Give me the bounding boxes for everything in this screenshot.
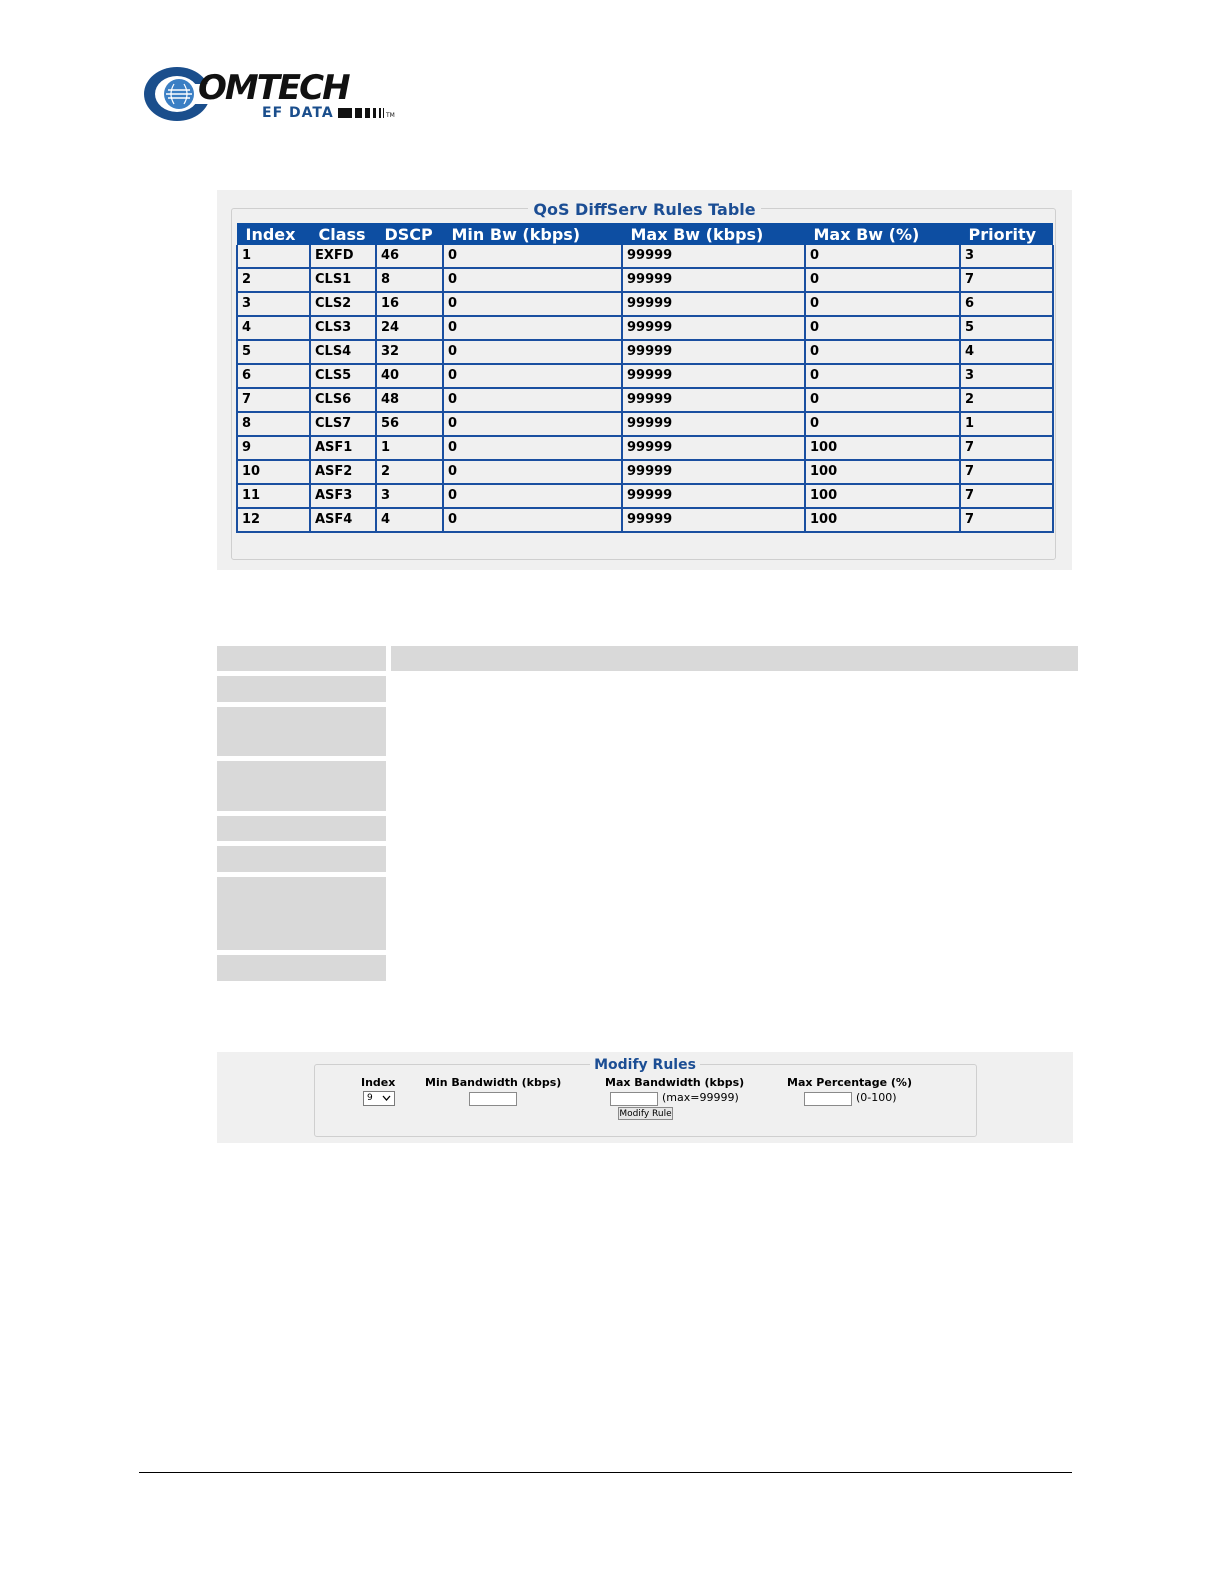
table-cell: 0 [443,340,622,364]
table-cell: 32 [376,340,443,364]
min-bandwidth-input[interactable] [469,1092,517,1106]
table-cell: 11 [237,484,310,508]
chevron-down-icon [382,1095,391,1101]
table-cell: CLS3 [310,316,376,340]
table-cell: 0 [443,508,622,532]
table-cell: 7 [960,508,1053,532]
table-row [237,484,1053,508]
table-cell: ASF3 [310,484,376,508]
table-cell: 48 [376,388,443,412]
table-cell: 8 [237,412,310,436]
index-select-value: 9 [367,1093,373,1103]
table-cell: 16 [376,292,443,316]
desc-header-right [391,646,1078,671]
table-cell: 0 [805,412,960,436]
table-cell: 0 [805,316,960,340]
qos-rules-title: QoS DiffServ Rules Table [217,200,1072,220]
table-cell: 24 [376,316,443,340]
modify-rules-panel [217,1052,1073,1143]
table-cell: 3 [960,245,1053,268]
table-cell: 1 [237,245,310,268]
table-cell: 0 [443,268,622,292]
desc-row-label [217,877,386,950]
column-header: Index [237,223,310,245]
table-cell: 8 [376,268,443,292]
footer-divider [139,1472,1072,1473]
max-percentage-label: Max Percentage (%) [787,1076,912,1089]
table-cell: 0 [805,388,960,412]
table-cell: 7 [960,484,1053,508]
table-cell: 6 [237,364,310,388]
table-cell: 0 [443,388,622,412]
table-cell: ASF4 [310,508,376,532]
table-cell: 6 [960,292,1053,316]
max-bandwidth-label: Max Bandwidth (kbps) [605,1076,745,1089]
table-row [237,340,1053,364]
table-cell: 4 [376,508,443,532]
table-cell: 99999 [622,508,805,532]
column-header: Class [310,223,376,245]
qos-rules-panel [217,190,1072,570]
table-cell: 10 [237,460,310,484]
table-cell: 0 [443,460,622,484]
table-cell: 99999 [622,268,805,292]
table-cell: 100 [805,508,960,532]
table-cell: 0 [443,292,622,316]
max-bandwidth-input[interactable] [610,1092,658,1106]
desc-row-label [217,846,386,872]
table-cell: 0 [443,484,622,508]
table-row [237,245,1053,268]
desc-row-label [217,707,386,756]
table-cell: 100 [805,460,960,484]
min-bandwidth-label: Min Bandwidth (kbps) [425,1076,562,1089]
table-cell: 56 [376,412,443,436]
table-cell: 0 [805,268,960,292]
logo-trademark: TM [386,112,395,119]
table-row [237,316,1053,340]
table-cell: 0 [443,364,622,388]
column-header: Max Bw (%) [805,223,960,245]
table-row [237,436,1053,460]
table-cell: 3 [376,484,443,508]
desc-row-label [217,761,386,811]
table-cell: 99999 [622,436,805,460]
desc-row-label [217,816,386,841]
table-cell: 99999 [622,364,805,388]
logo-bars-icon [338,107,386,119]
modify-rule-button[interactable]: Modify Rule [619,1109,672,1119]
desc-row-label [217,676,386,702]
table-cell: 2 [237,268,310,292]
table-cell: 1 [960,412,1053,436]
table-cell: 99999 [622,388,805,412]
table-cell: 0 [805,340,960,364]
table-cell: EXFD [310,245,376,268]
table-cell: 100 [805,436,960,460]
desc-row-label [217,955,386,981]
table-cell: ASF2 [310,460,376,484]
logo-wordmark: OMTECH [198,68,349,108]
table-cell: CLS6 [310,388,376,412]
table-cell: ASF1 [310,436,376,460]
table-cell: 7 [960,460,1053,484]
table-cell: 99999 [622,316,805,340]
table-cell: 100 [805,484,960,508]
comtech-logo [144,64,396,124]
desc-header-left [217,646,386,671]
table-row [237,364,1053,388]
table-cell: CLS4 [310,340,376,364]
table-row [237,268,1053,292]
table-cell: 99999 [622,340,805,364]
table-cell: 99999 [622,484,805,508]
table-cell: CLS5 [310,364,376,388]
table-cell: 0 [443,412,622,436]
table-cell: 1 [376,436,443,460]
table-cell: CLS1 [310,268,376,292]
table-cell: 7 [237,388,310,412]
table-cell: 4 [237,316,310,340]
qos-rules-table [236,223,1054,533]
modify-rules-title: Modify Rules [217,1057,1073,1073]
max-bandwidth-hint: (max=99999) [662,1091,739,1104]
index-label: Index [361,1076,396,1089]
column-header: DSCP [376,223,443,245]
table-cell: 5 [960,316,1053,340]
table-cell: 7 [960,436,1053,460]
table-cell: 99999 [622,412,805,436]
table-cell: 3 [237,292,310,316]
table-row [237,460,1053,484]
max-percentage-hint: (0-100) [856,1091,897,1104]
column-header: Min Bw (kbps) [443,223,622,245]
table-cell: 99999 [622,245,805,268]
index-select[interactable] [363,1091,395,1106]
table-cell: 5 [237,340,310,364]
table-cell: 2 [960,388,1053,412]
logo-subtitle: EF DATA [262,105,334,121]
table-cell: 12 [237,508,310,532]
table-cell: 40 [376,364,443,388]
table-row [237,412,1053,436]
table-cell: 4 [960,340,1053,364]
table-row [237,388,1053,412]
table-cell: 9 [237,436,310,460]
table-cell: CLS7 [310,412,376,436]
qos-table-header-row [237,223,1053,245]
table-cell: 0 [443,316,622,340]
max-percentage-input[interactable] [804,1092,852,1106]
table-cell: 0 [805,292,960,316]
table-cell: 99999 [622,460,805,484]
column-header: Max Bw (kbps) [622,223,805,245]
table-cell: 46 [376,245,443,268]
table-cell: 3 [960,364,1053,388]
table-cell: CLS2 [310,292,376,316]
table-cell: 2 [376,460,443,484]
table-cell: 99999 [622,292,805,316]
table-row [237,508,1053,532]
column-header: Priority [960,223,1053,245]
table-cell: 7 [960,268,1053,292]
table-cell: 0 [805,245,960,268]
table-cell: 0 [443,436,622,460]
table-cell: 0 [805,364,960,388]
table-row [237,292,1053,316]
table-cell: 0 [443,245,622,268]
